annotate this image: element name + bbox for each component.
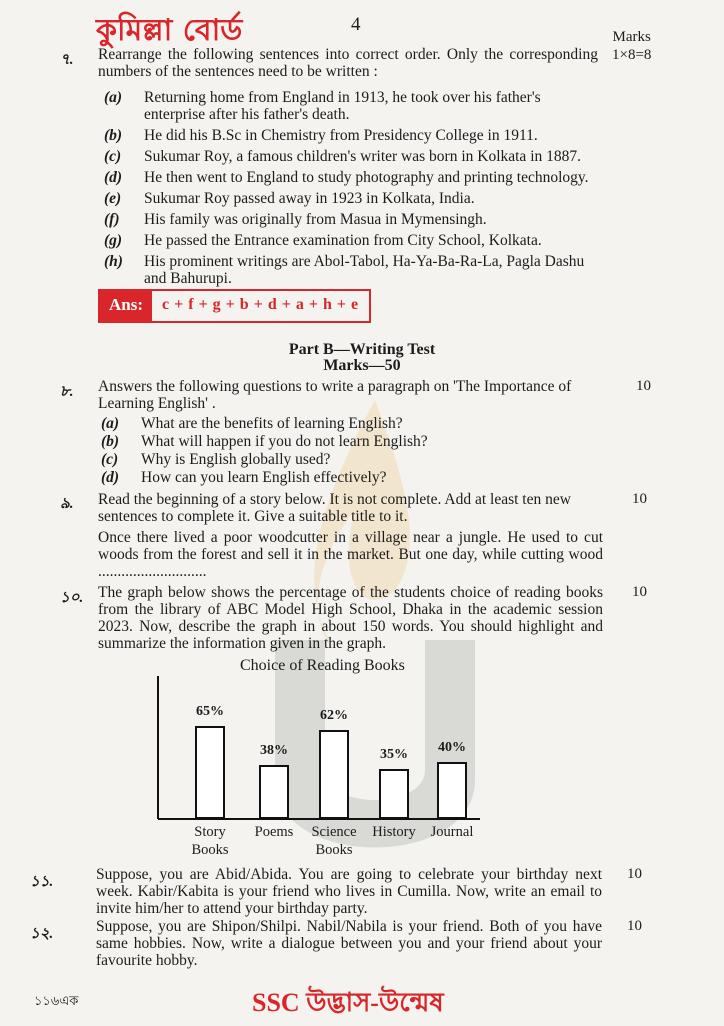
marks-value: 10 (627, 918, 642, 934)
page-number: 4 (351, 14, 361, 35)
option: (g) He passed the Entrance examination from City School, Kolkata. (104, 232, 542, 249)
category-label: History (372, 824, 416, 840)
marks-label: Marks (612, 29, 651, 45)
question-11-text: Suppose, you are Abid/Abida. You are going to celebrate your birthday next week. Kabir/Kabita is your friend who lives in Cumilla. Now, write an email to invite him/her to attend your birthday party. (96, 866, 602, 917)
option: (a) What are the benefits of learning English? (101, 415, 403, 432)
question-number: ১১. (30, 874, 54, 890)
category-label: Story Books (191, 824, 229, 858)
chart-bar (259, 765, 289, 819)
chart-bar (195, 726, 225, 819)
question-9-text: Read the beginning of a story below. It is not complete. Add at least ten new sentences to complete it. Give a suitable title to it. (98, 491, 571, 525)
board-title: কুমিল্লা বোর্ড (96, 13, 243, 48)
chart-bar (437, 762, 467, 819)
question-9-story: Once there lived a poor woodcutter in a village near a jungle. He used to cut woods from the forest and sell it in the market. But one day, while cutting wood ............................ (98, 529, 603, 580)
marks-value: 10 (632, 584, 647, 600)
category-label: Journal (430, 824, 474, 840)
bar-chart (150, 676, 480, 864)
question-12-text: Suppose, you are Shipon/Shilpi. Nabil/Nabila is your friend. Both of you have same hobbies. Now, write a dialogue between you and your friend about your favourite hobby. (96, 918, 602, 969)
option: (a) Returning home from England in 1913, he took over his father's enterprise after his father's death. (104, 89, 541, 123)
bar-value-label: 62% (320, 708, 348, 724)
option: (d) How can you learn English effectively? (101, 469, 387, 486)
question-number: ৭. (60, 52, 74, 68)
marks-value: 10 (632, 491, 647, 507)
answer-value: c + f + g + b + d + a + h + e (162, 296, 359, 313)
question-7-text: Rearrange the following sentences into correct order. Only the corresponding numbers of the sentences need to be written : (98, 46, 598, 80)
option: (d) He then went to England to study photography and printing technology. (104, 169, 589, 186)
bar-value-label: 65% (196, 704, 224, 720)
bar-value-label: 35% (380, 746, 408, 762)
category-label: Poems (254, 824, 294, 840)
part-b-title: Part B—Writing Test (288, 341, 436, 358)
chart-bar (379, 769, 409, 819)
question-7-options (104, 89, 604, 287)
bar-value-label: 40% (438, 739, 466, 755)
option: (e) Sukumar Roy passed away in 1923 in Kolkata, India. (104, 190, 475, 207)
question-8-options (101, 415, 601, 486)
footer-brand: SSC উদ্ভাস-উন্মেষ (252, 988, 444, 1017)
question-number: ১০. (60, 590, 84, 606)
bar-value-label: 38% (260, 742, 288, 758)
option: (h) His prominent writings are Abol-Tabol, Ha-Ya-Ba-Ra-La, Pagla Dashu and Bahurupi. (104, 253, 585, 287)
marks-value: 10 (636, 378, 651, 394)
marks-value: 1×8=8 (612, 47, 652, 63)
chart-bar (319, 730, 349, 819)
category-label: Science Books (311, 824, 357, 858)
chart-title: Choice of Reading Books (240, 657, 405, 674)
question-number: ১২. (30, 926, 54, 942)
question-10-text: The graph below shows the percentage of the students choice of reading books from the library of ABC Model High School, Dhaka in the academic session 2023. Now, describe the graph in about 150 words. You should highlight and summarize the information given in the graph. (98, 584, 603, 652)
question-number: ৯. (60, 496, 74, 512)
part-b-marks: Marks—50 (323, 357, 401, 374)
option: (b) He did his B.Sc in Chemistry from Presidency College in 1911. (104, 127, 538, 144)
question-number: ৮. (60, 384, 74, 400)
answer-label: Ans: (100, 291, 152, 321)
option: (c) Why is English globally used? (101, 451, 331, 468)
page-code: ১১৬এক (34, 994, 79, 1009)
marks-header (612, 28, 651, 64)
option: (c) Sukumar Roy, a famous children's writer was born in Kolkata in 1887. (104, 148, 581, 165)
option: (b) What will happen if you do not learn English? (101, 433, 428, 450)
marks-value: 10 (627, 866, 642, 882)
answer-box (98, 289, 371, 323)
option: (f) His family was originally from Masua in Mymensingh. (104, 211, 487, 228)
question-8-text: Answers the following questions to write a paragraph on 'The Importance of Learning English' . (98, 378, 572, 412)
